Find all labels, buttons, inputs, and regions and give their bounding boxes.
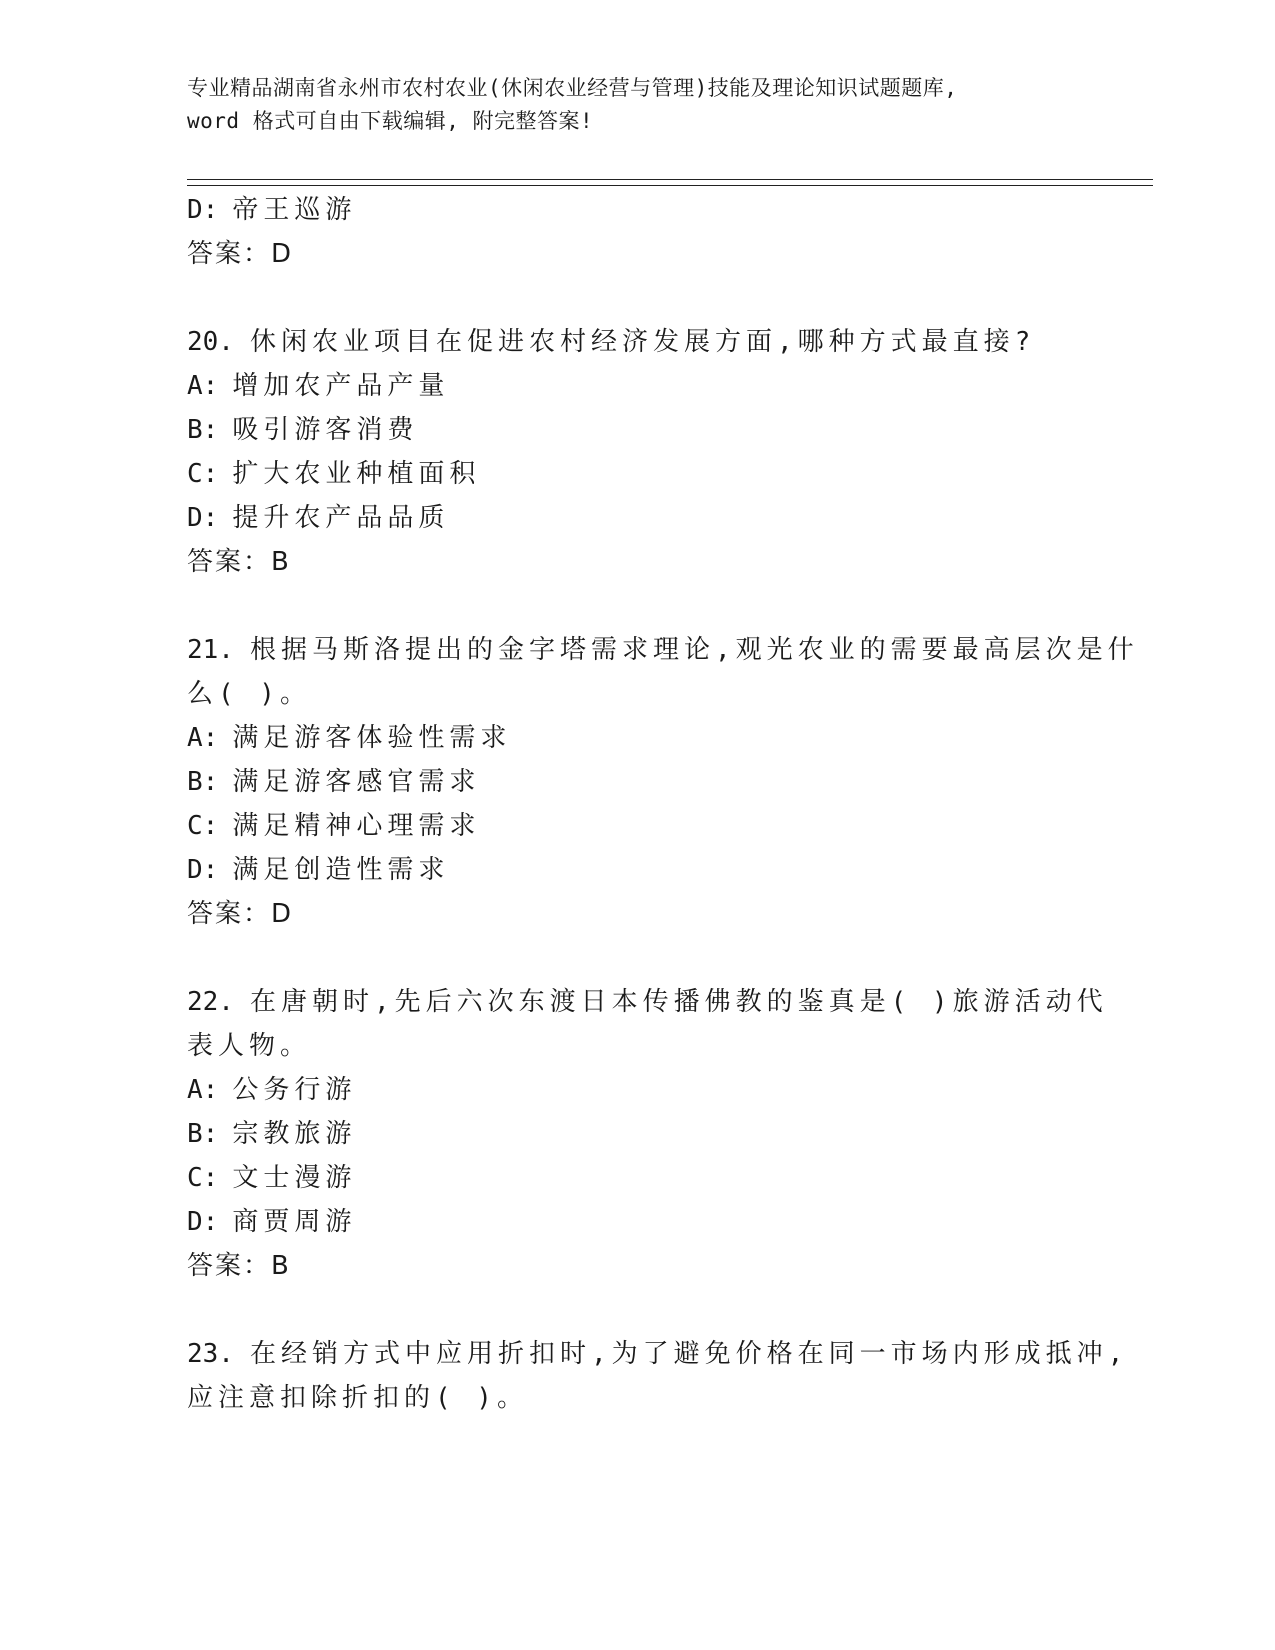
- question-20-option-b: [187, 410, 418, 450]
- option-text: 文士漫游: [232, 1163, 357, 1193]
- question-22-text-line-2: 表人物。: [187, 1031, 312, 1061]
- question-22-option-c: [187, 1158, 356, 1198]
- option-text: 增加农产品产量: [232, 371, 450, 401]
- option-label: B:: [187, 767, 219, 797]
- option-label: C:: [187, 811, 219, 841]
- question-20-answer: 答案：B: [187, 547, 291, 577]
- question-number: 22.: [187, 987, 234, 1017]
- question-20-option-d: [187, 498, 449, 538]
- question-21-option-b: [187, 762, 480, 802]
- option-label: A:: [187, 723, 219, 753]
- option-text: 满足精神心理需求: [232, 811, 481, 841]
- question-22-answer: 答案：B: [187, 1251, 291, 1281]
- prev-option-d: [187, 190, 356, 230]
- option-text: 提升农产品品质: [232, 503, 450, 533]
- document-header: [187, 72, 1087, 138]
- question-22-option-a: [187, 1070, 356, 1110]
- question-20-text: [187, 322, 1035, 362]
- option-text: 商贾周游: [232, 1207, 357, 1237]
- question-22-option-d: [187, 1202, 356, 1242]
- question-22-option-b: [187, 1114, 356, 1154]
- question-stem: 根据马斯洛提出的金字塔需求理论,观光农业的需要最高层次是什: [249, 635, 1139, 665]
- option-text: 帝王巡游: [232, 195, 357, 225]
- option-label: B:: [187, 415, 219, 445]
- question-20-option-c: [187, 454, 480, 494]
- question-stem: 在唐朝时,先后六次东渡日本传播佛教的鉴真是( )旅游活动代: [249, 987, 1108, 1017]
- question-22-text-line-1: [187, 982, 1108, 1022]
- question-21-text-line-2: 么( )。: [187, 679, 311, 709]
- question-21-text-line-1: [187, 630, 1139, 670]
- option-text: 扩大农业种植面积: [232, 459, 481, 489]
- option-label: D:: [187, 195, 219, 225]
- header-title-line-2: word 格式可自由下载编辑, 附完整答案!: [187, 109, 594, 133]
- option-label: A:: [187, 371, 219, 401]
- option-text: 宗教旅游: [232, 1119, 357, 1149]
- question-stem: 在经销方式中应用折扣时,为了避免价格在同一市场内形成抵冲,: [249, 1339, 1129, 1369]
- option-label: B:: [187, 1119, 219, 1149]
- header-title-line-1: 专业精品湖南省永州市农村农业(休闲农业经营与管理)技能及理论知识试题题库,: [187, 76, 958, 100]
- option-label: A:: [187, 1075, 219, 1105]
- option-label: C:: [187, 459, 219, 489]
- question-number: 20.: [187, 327, 234, 357]
- option-text: 公务行游: [232, 1075, 357, 1105]
- question-23-text-line-1: [187, 1334, 1128, 1374]
- option-text: 吸引游客消费: [232, 415, 419, 445]
- question-20-option-a: [187, 366, 449, 406]
- question-21-option-c: [187, 806, 480, 846]
- option-label: D:: [187, 503, 219, 533]
- option-label: C:: [187, 1163, 219, 1193]
- question-21-answer: 答案：D: [187, 899, 294, 929]
- header-divider-bottom: [187, 185, 1153, 186]
- question-number: 23.: [187, 1339, 234, 1369]
- question-21-option-a: [187, 718, 511, 758]
- header-divider-top: [187, 179, 1153, 180]
- option-text: 满足游客体验性需求: [232, 723, 512, 753]
- option-text: 满足游客感官需求: [232, 767, 481, 797]
- question-23-text-line-2: 应注意扣除折扣的( )。: [187, 1383, 528, 1413]
- option-text: 满足创造性需求: [232, 855, 450, 885]
- option-label: D:: [187, 1207, 219, 1237]
- question-21-option-d: [187, 850, 449, 890]
- question-stem: 休闲农业项目在促进农村经济发展方面,哪种方式最直接?: [249, 327, 1036, 357]
- prev-answer: 答案：D: [187, 239, 294, 269]
- option-label: D:: [187, 855, 219, 885]
- question-number: 21.: [187, 635, 234, 665]
